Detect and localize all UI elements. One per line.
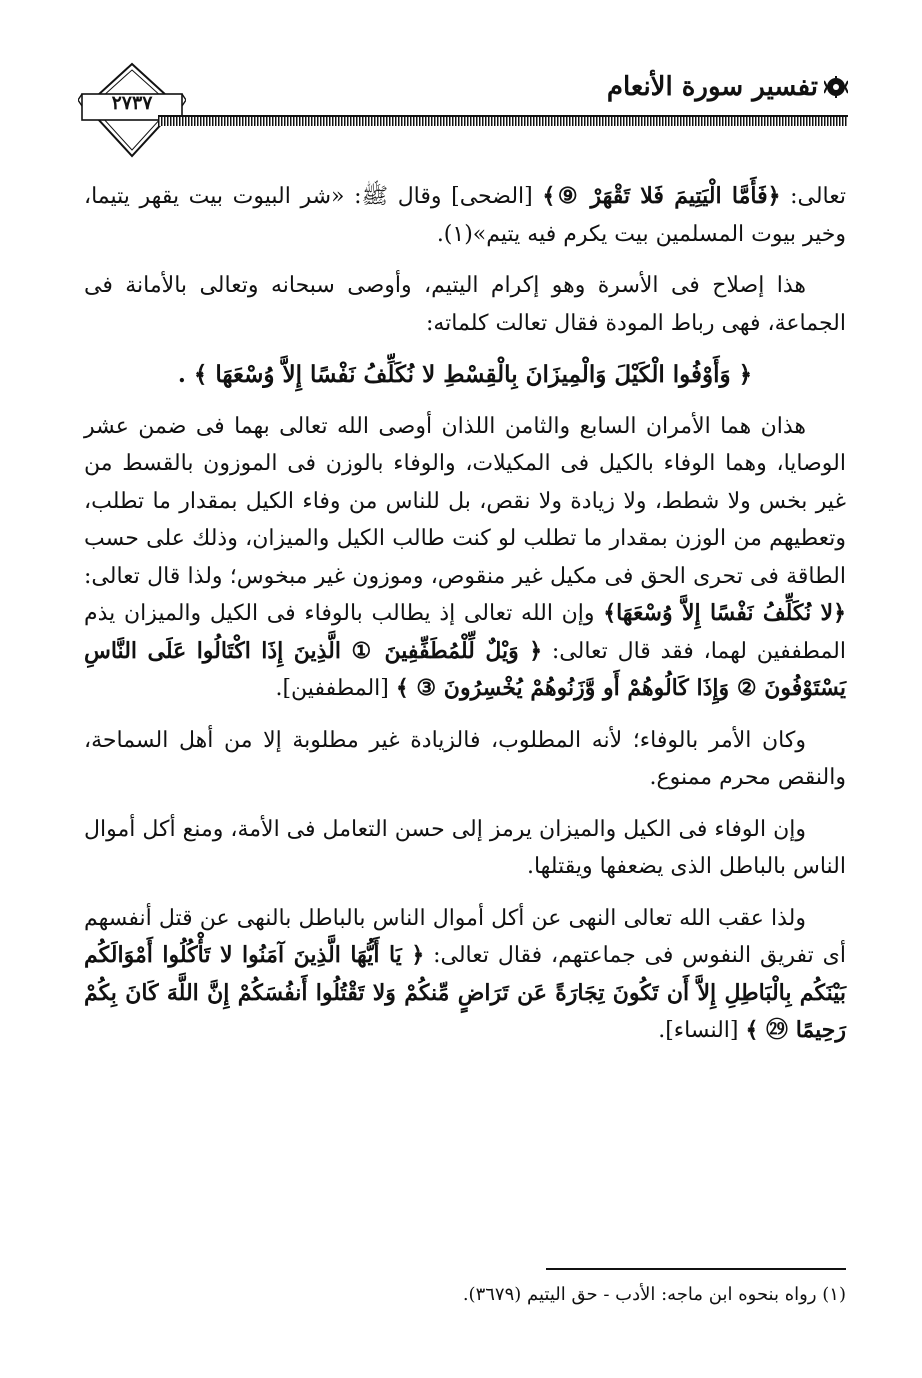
ornament-icon [824, 76, 848, 98]
page-header [78, 60, 848, 160]
running-title: تفسير سورة الأنعام [606, 72, 818, 102]
quran-verse-line: ﴿ وَأَوْفُوا الْكَيْلَ وَالْمِيزَانَ بِالْقِسْطِ لا نُكَلِّفُ نَفْسًا إِلاَّ وُسْعَهَا ﴾ . [177, 361, 753, 388]
paragraph-text: وكان الأمر بالوفاء؛ لأنه المطلوب، فالزيادة غير مطلوبة إلا من أهل السماحة، والنقص محرم ممنوع. [84, 727, 846, 790]
paragraph-text: وإن الوفاء فى الكيل والميزان يرمز إلى حسن التعامل فى الأمة، ومنع أكل أموال الناس بالباطل الذى يضعفها ويقتلها. [84, 816, 846, 879]
header-rule-hatching [158, 117, 848, 126]
paragraph-text: هذا إصلاح فى الأسرة وهو إكرام اليتيم، وأوصى سبحانه وتعالى بالأمانة فى الجماعة، فهى رباط المودة فقال تعالت كلماته: [84, 273, 846, 336]
body-paragraph [84, 408, 846, 708]
paragraph-text: تعالى: [780, 184, 846, 209]
paragraph-text: وإن الله تعالى إذ يطالب بالوفاء فى الكيل والميزان يذم المطففين لهما، فقد قال تعالى: [84, 601, 846, 664]
body-paragraph [84, 811, 846, 886]
paragraph-text: هذان هما الأمران السابع والثامن اللذان أوصى الله تعالى بهما فى ضمن عشر الوصايا، وهما الوفاء بالكيل فى المكيلات، والوفاء بالوزن فى الموزون بالقسط من غير بخس ولا شطط، ولا زيادة ولا نقص، بل للناس من وفاء الكيل بمقدار ما تطلب، وتعطيهم من الوزن بمقدار ما تطلب لو كنت طالب الكيل والميزان، وذلك على حسب الطاقة فى تحرى الحق فى مكيل غير منقوص، وموزون غير مبخوس؛ ولذا قال تعالى: [84, 413, 846, 589]
paragraph-text: ولذا عقب الله تعالى النهى عن أكل أموال الناس بالباطل بالنهى عن قتل أنفسهم أى تفريق النفوس فى جماعتهم، فقال تعالى: [84, 905, 846, 968]
body-paragraph [84, 900, 846, 1050]
body-paragraph [84, 722, 846, 797]
paragraph-text: [النساء]. [658, 1018, 746, 1043]
paragraph-text: [المطففين]. [275, 676, 396, 701]
body-paragraph [84, 178, 846, 253]
footnote-separator [546, 1268, 846, 1270]
page-number: ٢٧٣٧ [111, 92, 153, 114]
quran-quote: ﴿ وَيْلٌ لِّلْمُطَفِّفِينَ ① الَّذِينَ إِذَا اكْتَالُوا عَلَى النَّاسِ يَسْتَوْفُونَ ② وَإِذَا كَالُوهُمْ أَو وَّزَنُوهُمْ يُخْسِرُونَ ③ ﴾ [84, 637, 846, 701]
footnote: (١) رواه بنحوه ابن ماجه: الأدب - حق اليتيم (٣٦٧٩). [462, 1284, 846, 1305]
page-body [84, 178, 846, 1064]
quran-quote: ﴿فَأَمَّا الْيَتِيمَ فَلا تَقْهَرْ ⑨﴾ [542, 183, 781, 209]
quran-quote: ﴿ يَا أَيُّهَا الَّذِينَ آمَنُوا لا تَأْكُلُوا أَمْوَالَكُم بَيْنَكُم بِالْبَاطِلِ إِلاَّ أَن تَكُونَ تِجَارَةً عَن تَرَاضٍ مِّنكُمْ وَلا تَقْتُلُوا أَنفُسَكُمْ إِنَّ اللَّهَ كَانَ بِكُمْ رَحِيمًا ㉙ ﴾ [84, 942, 846, 1043]
body-paragraph [84, 267, 846, 342]
paragraph-text: [الضحى] وقال ﷺ: «شر البيوت بيت يقهر يتيما، وخير بيوت المسلمين بيت يكرم فيه يتيم»(١). [84, 184, 846, 247]
quran-quote: ﴿لا نُكَلِّفُ نَفْسًا إِلاَّ وُسْعَهَا﴾ [603, 600, 846, 626]
